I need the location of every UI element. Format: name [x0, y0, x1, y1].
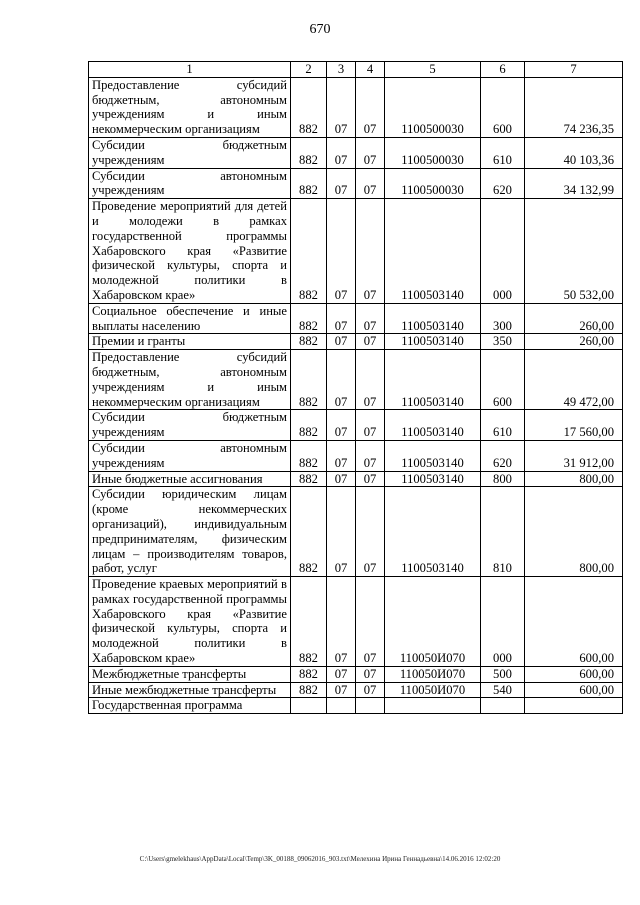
row-amount-cell: 260,00 [525, 334, 623, 350]
row-name-cell: Иные межбюджетные трансферты [89, 682, 291, 698]
row-expense-type-cell [481, 698, 525, 714]
row-target-cell: 1100503140 [385, 334, 481, 350]
row-subsection-cell: 07 [356, 350, 385, 410]
header-cell: 7 [525, 62, 623, 78]
table-row [89, 168, 623, 199]
row-target-cell: 1100503140 [385, 410, 481, 441]
row-section-cell: 07 [327, 487, 356, 577]
row-section-cell: 07 [327, 666, 356, 682]
header-cell: 5 [385, 62, 481, 78]
table-row [89, 487, 623, 577]
footer-path: C:\Users\gmelekhaus\AppData\Local\Temp\3K_00188_09062016_903.txt\Мелехина Ирина Геннадьевна\14.06.2016 12:02:20 [139, 855, 501, 863]
row-subsection-cell: 07 [356, 303, 385, 334]
row-code-cell: 882 [291, 334, 327, 350]
table-row [89, 698, 623, 714]
row-code-cell: 882 [291, 440, 327, 471]
row-amount-cell: 31 912,00 [525, 440, 623, 471]
row-section-cell: 07 [327, 334, 356, 350]
row-code-cell: 882 [291, 487, 327, 577]
row-section-cell: 07 [327, 137, 356, 168]
row-amount-cell [525, 698, 623, 714]
row-name-cell: Субсидии автономным учреждениям [89, 440, 291, 471]
row-section-cell: 07 [327, 168, 356, 199]
row-section-cell: 07 [327, 199, 356, 304]
row-section-cell [327, 698, 356, 714]
row-name-cell: Субсидии бюджетным учреждениям [89, 137, 291, 168]
row-target-cell [385, 698, 481, 714]
row-amount-cell: 600,00 [525, 666, 623, 682]
table-row [89, 137, 623, 168]
row-name-cell: Проведение мероприятий для детей и молодежи в рамках государственной программы Хабаровского края «Развитие физической культуры, спорта и молодежной политики в Хабаровском крае» [89, 199, 291, 304]
row-name-cell: Предоставление субсидий бюджетным, автономным учреждениям и иным некоммерческим организациям [89, 77, 291, 137]
row-subsection-cell: 07 [356, 471, 385, 487]
row-name-cell: Субсидии бюджетным учреждениям [89, 410, 291, 441]
row-expense-type-cell: 600 [481, 77, 525, 137]
row-expense-type-cell: 300 [481, 303, 525, 334]
row-name-cell: Проведение краевых мероприятий в рамках государственной программы Хабаровского края «Развитие физической культуры, спорта и молодежной политики в Хабаровском крае» [89, 577, 291, 667]
row-name-cell: Иные бюджетные ассигнования [89, 471, 291, 487]
row-expense-type-cell: 620 [481, 168, 525, 199]
row-code-cell: 882 [291, 77, 327, 137]
row-target-cell: 110050И070 [385, 577, 481, 667]
header-cell: 2 [291, 62, 327, 78]
row-target-cell: 1100503140 [385, 303, 481, 334]
row-expense-type-cell: 000 [481, 577, 525, 667]
row-amount-cell: 800,00 [525, 471, 623, 487]
row-expense-type-cell: 500 [481, 666, 525, 682]
table-row [89, 350, 623, 410]
row-section-cell: 07 [327, 577, 356, 667]
header-cell: 4 [356, 62, 385, 78]
row-amount-cell: 50 532,00 [525, 199, 623, 304]
row-code-cell: 882 [291, 137, 327, 168]
row-code-cell: 882 [291, 410, 327, 441]
header-cell: 1 [89, 62, 291, 78]
row-subsection-cell: 07 [356, 666, 385, 682]
table-row [89, 666, 623, 682]
row-expense-type-cell: 610 [481, 410, 525, 441]
table-row [89, 410, 623, 441]
row-target-cell: 1100500030 [385, 168, 481, 199]
row-subsection-cell: 07 [356, 137, 385, 168]
row-expense-type-cell: 810 [481, 487, 525, 577]
row-amount-cell: 600,00 [525, 682, 623, 698]
row-amount-cell: 40 103,36 [525, 137, 623, 168]
row-amount-cell: 260,00 [525, 303, 623, 334]
row-code-cell: 882 [291, 350, 327, 410]
header-cell: 3 [327, 62, 356, 78]
row-section-cell: 07 [327, 77, 356, 137]
row-code-cell: 882 [291, 577, 327, 667]
row-subsection-cell [356, 698, 385, 714]
row-target-cell: 1100503140 [385, 199, 481, 304]
row-code-cell: 882 [291, 682, 327, 698]
row-subsection-cell: 07 [356, 168, 385, 199]
table-row [89, 471, 623, 487]
row-section-cell: 07 [327, 350, 356, 410]
row-expense-type-cell: 600 [481, 350, 525, 410]
row-target-cell: 1100503140 [385, 350, 481, 410]
row-target-cell: 1100500030 [385, 77, 481, 137]
row-name-cell: Предоставление субсидий бюджетным, автономным учреждениям и иным некоммерческим организациям [89, 350, 291, 410]
row-expense-type-cell: 800 [481, 471, 525, 487]
row-code-cell: 882 [291, 303, 327, 334]
row-code-cell: 882 [291, 666, 327, 682]
row-name-cell: Субсидии юридическим лицам (кроме некоммерческих организаций), индивидуальным предпринимателям, физическим лицам – производителям товаров, работ, услуг [89, 487, 291, 577]
row-subsection-cell: 07 [356, 440, 385, 471]
row-expense-type-cell: 610 [481, 137, 525, 168]
row-target-cell: 110050И070 [385, 682, 481, 698]
row-target-cell: 1100500030 [385, 137, 481, 168]
row-amount-cell: 600,00 [525, 577, 623, 667]
table-row [89, 577, 623, 667]
table-row [89, 682, 623, 698]
page-number: 670 [309, 22, 331, 37]
row-amount-cell: 49 472,00 [525, 350, 623, 410]
row-name-cell: Социальное обеспечение и иные выплаты населению [89, 303, 291, 334]
table-row [89, 334, 623, 350]
row-subsection-cell: 07 [356, 334, 385, 350]
row-target-cell: 110050И070 [385, 666, 481, 682]
row-subsection-cell: 07 [356, 487, 385, 577]
row-subsection-cell: 07 [356, 199, 385, 304]
row-target-cell: 1100503140 [385, 487, 481, 577]
row-section-cell: 07 [327, 682, 356, 698]
row-code-cell [291, 698, 327, 714]
row-code-cell: 882 [291, 168, 327, 199]
row-name-cell: Субсидии автономным учреждениям [89, 168, 291, 199]
row-section-cell: 07 [327, 410, 356, 441]
row-target-cell: 1100503140 [385, 471, 481, 487]
row-amount-cell: 800,00 [525, 487, 623, 577]
table-row [89, 77, 623, 137]
header-cell: 6 [481, 62, 525, 78]
row-expense-type-cell: 620 [481, 440, 525, 471]
row-code-cell: 882 [291, 199, 327, 304]
row-target-cell: 1100503140 [385, 440, 481, 471]
row-name-cell: Межбюджетные трансферты [89, 666, 291, 682]
row-expense-type-cell: 000 [481, 199, 525, 304]
row-section-cell: 07 [327, 471, 356, 487]
row-subsection-cell: 07 [356, 577, 385, 667]
row-amount-cell: 34 132,99 [525, 168, 623, 199]
row-section-cell: 07 [327, 303, 356, 334]
row-expense-type-cell: 540 [481, 682, 525, 698]
row-subsection-cell: 07 [356, 77, 385, 137]
row-amount-cell: 17 560,00 [525, 410, 623, 441]
row-name-cell: Государственная программа [89, 698, 291, 714]
row-section-cell: 07 [327, 440, 356, 471]
row-name-cell: Премии и гранты [89, 334, 291, 350]
table-row [89, 303, 623, 334]
table-header-row [89, 62, 623, 78]
row-subsection-cell: 07 [356, 410, 385, 441]
row-code-cell: 882 [291, 471, 327, 487]
budget-table [88, 61, 623, 714]
row-amount-cell: 74 236,35 [525, 77, 623, 137]
table-row [89, 440, 623, 471]
row-subsection-cell: 07 [356, 682, 385, 698]
table-row [89, 199, 623, 304]
row-expense-type-cell: 350 [481, 334, 525, 350]
